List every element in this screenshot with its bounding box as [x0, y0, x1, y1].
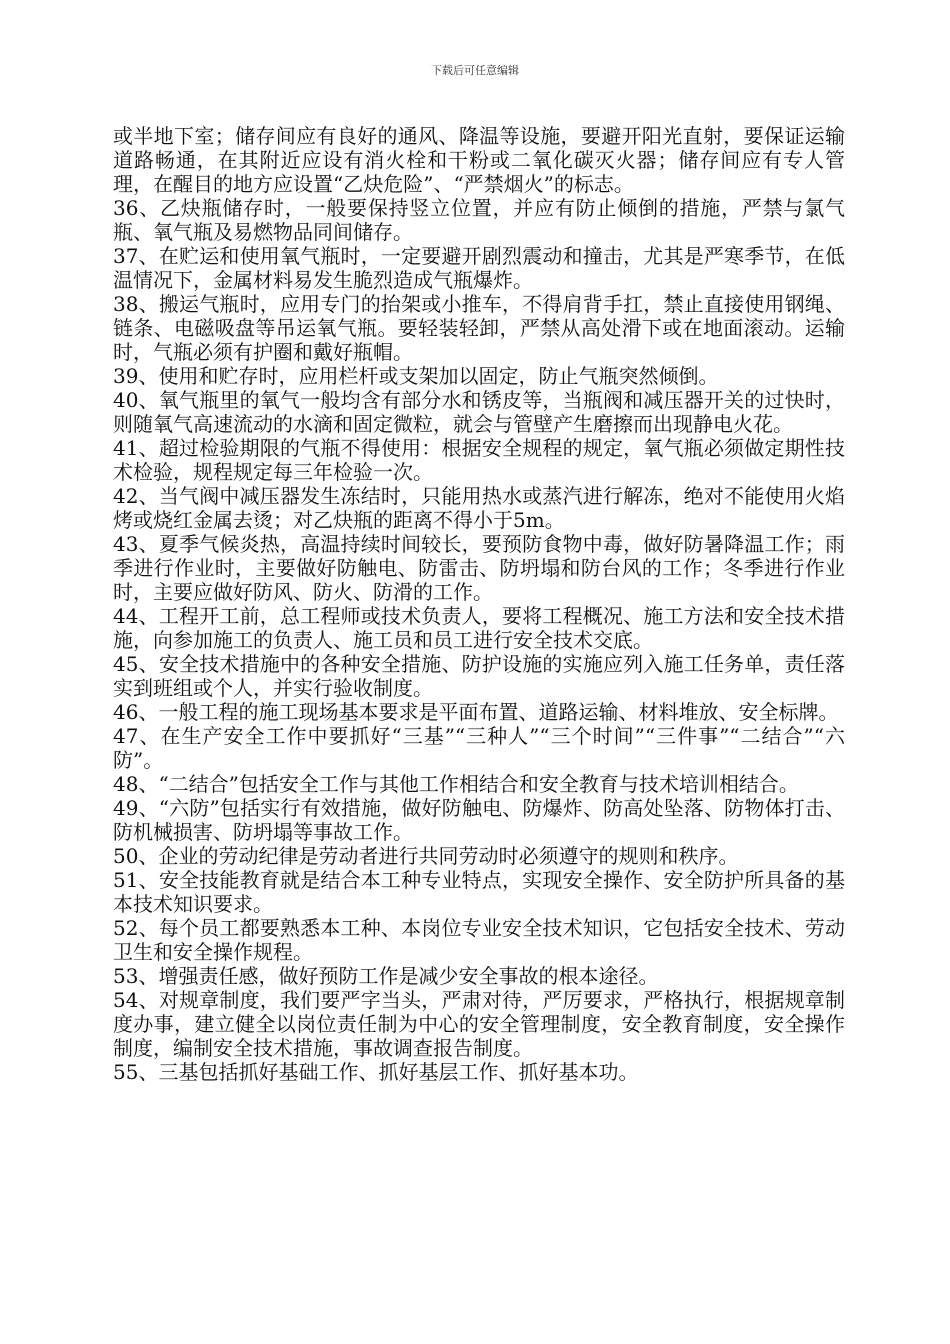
paragraph-46: 46、一般工程的施工现场基本要求是平面布置、道路运输、材料堆放、安全标牌。 — [113, 700, 839, 724]
paragraph-39: 39、使用和贮存时，应用栏杆或支架加以固定，防止气瓶突然倾倒。 — [113, 364, 719, 388]
paragraph-42: 42、当气阀中减压器发生冻结时，只能用热水或蒸汽进行解冻，绝对不能使用火焰烤或烧红金属去烫；对乙炔瓶的距离不得小于5m。 — [113, 484, 845, 532]
paragraph-36: 36、乙炔瓶储存时，一般要保持竖立位置，并应有防止倾倒的措施，严禁与氯气瓶、氧气瓶及易燃物品同间储存。 — [113, 196, 845, 244]
paragraph-44: 44、工程开工前，总工程师或技术负责人，要将工程概况、施工方法和安全技术措施，向参加施工的负责人、施工员和员工进行安全技术交底。 — [113, 604, 845, 652]
paragraph-54: 54、对规章制度，我们要严字当头，严肃对待，严厉要求，严格执行，根据规章制度办事，建立健全以岗位责任制为中心的安全管理制度，安全教育制度，安全操作制度，编制安全技术措施，事故调查报告制度。 — [113, 988, 845, 1060]
paragraph-51: 51、安全技能教育就是结合本工种专业特点，实现安全操作、安全防护所具备的基本技术知识要求。 — [113, 868, 845, 916]
header-note: 下载后可任意编辑 — [431, 64, 519, 77]
paragraph-52: 52、每个员工都要熟悉本工种、本岗位专业安全技术知识，它包括安全技术、劳动卫生和安全操作规程。 — [113, 916, 845, 964]
paragraph-41: 41、超过检验期限的气瓶不得使用：根据安全规程的规定，氧气瓶必须做定期性技术检验，规程规定每三年检验一次。 — [113, 436, 845, 484]
paragraph-47: 47、在生产安全工作中要抓好“三基”“三种人”“三个时间”“三件事”“二结合”“六防”。 — [113, 724, 845, 772]
document-body — [113, 124, 845, 1084]
paragraph-49: 49、“六防”包括实行有效措施，做好防触电、防爆炸、防高处坠落、防物体打击、防机械损害、防坍塌等事故工作。 — [113, 796, 845, 844]
paragraph-50: 50、企业的劳动纪律是劳动者进行共同劳动时必须遵守的规则和秩序。 — [113, 844, 739, 868]
paragraph-40: 40、氧气瓶里的氧气一般均含有部分水和锈皮等，当瓶阀和减压器开关的过快时，则随氧气高速流动的水滴和固定微粒，就会与管壁产生磨擦而出现静电火花。 — [113, 388, 845, 436]
paragraph-45: 45、安全技术措施中的各种安全措施、防护设施的实施应列入施工任务单，责任落实到班组或个人，并实行验收制度。 — [113, 652, 845, 700]
paragraph-53: 53、增强责任感，做好预防工作是减少安全事故的根本途径。 — [113, 964, 659, 988]
paragraph-38: 38、搬运气瓶时，应用专门的抬架或小推车，不得肩背手扛，禁止直接使用钢绳、链条、电磁吸盘等吊运氧气瓶。要轻装轻卸，严禁从高处滑下或在地面滚动。运输时，气瓶必须有护圈和戴好瓶帽。 — [113, 292, 845, 364]
paragraph-37: 37、在贮运和使用氧气瓶时，一定要避开剧烈震动和撞击，尤其是严寒季节，在低温情况下，金属材料易发生脆烈造成气瓶爆炸。 — [113, 244, 845, 292]
paragraph-43: 43、夏季气候炎热，高温持续时间较长，要预防食物中毒，做好防暑降温工作；雨季进行作业时，主要做好防触电、防雷击、防坍塌和防台风的工作；冬季进行作业时，主要应做好防风、防火、防滑的工作。 — [113, 532, 845, 604]
paragraph-48: 48、“二结合”包括安全工作与其他工作相结合和安全教育与技术培训相结合。 — [113, 772, 799, 796]
paragraph-55: 55、三基包括抓好基础工作、抓好基层工作、抓好基本功。 — [113, 1060, 639, 1084]
paragraph-continuation: 或半地下室；储存间应有良好的通风、降温等设施，要避开阳光直射，要保证运输道路畅通，在其附近应设有消火栓和干粉或二氧化碳灭火器；储存间应有专人管理，在醒目的地方应设置“乙炔危险”、“严禁烟火”的标志。 — [113, 124, 845, 196]
